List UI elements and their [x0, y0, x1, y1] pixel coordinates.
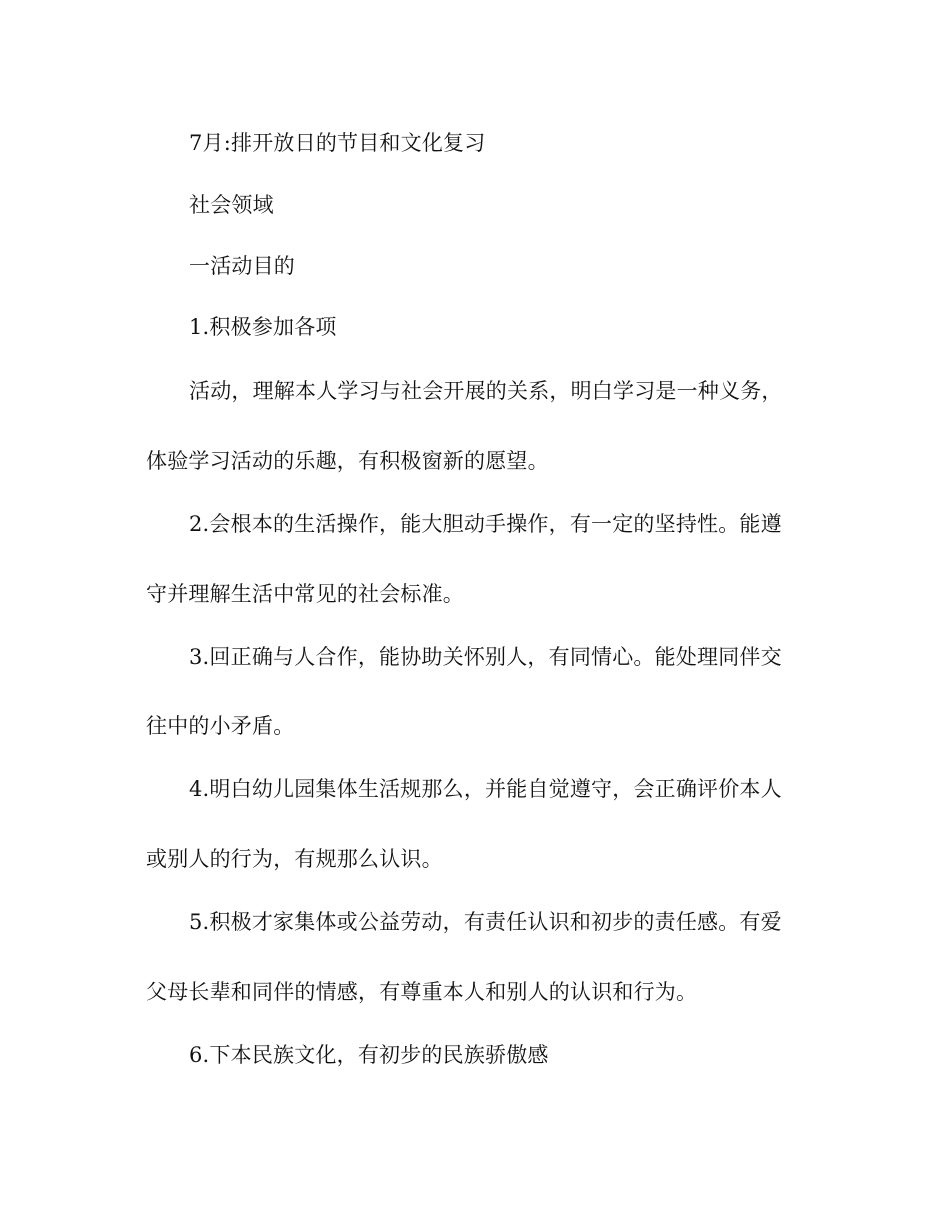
section-goal: 一活动目的 [189, 254, 295, 278]
item1-title: 1.积极参加各项 [189, 315, 337, 339]
item5-line1: 5.积极才家集体或公益劳动，有责任认识和初步的责任感。有爱 [189, 910, 782, 934]
section-domain: 社会领域 [189, 193, 274, 217]
item2-line2: 守并理解生活中常见的社会标准。 [146, 582, 464, 606]
item3-line2: 往中的小矛盾。 [146, 714, 295, 738]
item3-line1: 3.回正确与人合作，能协助关怀别人，有同情心。能处理同伴交 [189, 645, 782, 669]
heading-month: 7月:排开放日的节目和文化复习 [189, 131, 486, 155]
item1-line1: 活动，理解本人学习与社会开展的关系，明白学习是一种义务， [189, 379, 783, 403]
item6-line1: 6.下本民族文化，有初步的民族骄傲感 [189, 1043, 549, 1067]
item5-line2: 父母长辈和同伴的情感，有尊重本人和别人的认识和行为。 [146, 980, 698, 1004]
item4-line2: 或别人的行为，有规那么认识。 [146, 847, 443, 871]
item1-line2: 体验学习活动的乐趣，有积极窗新的愿望。 [146, 449, 549, 473]
item2-line1: 2.会根本的生活操作，能大胆动手操作，有一定的坚持性。能遵 [189, 512, 782, 536]
item4-line1: 4.明白幼儿园集体生活规那么，并能自觉遵守，会正确评价本人 [189, 777, 782, 801]
